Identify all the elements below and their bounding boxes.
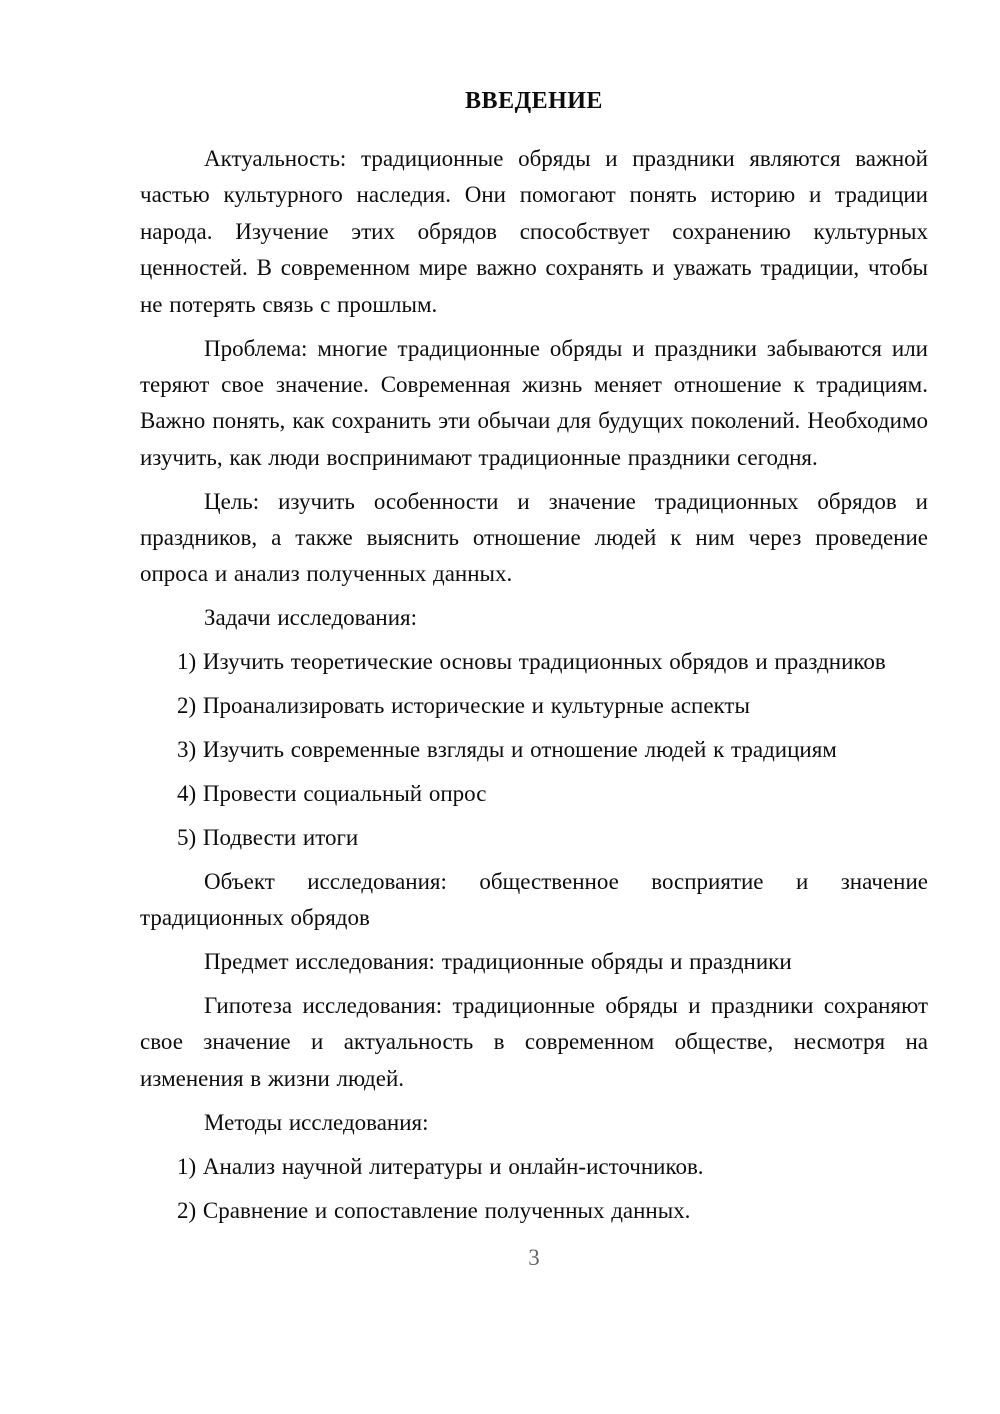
paragraph-problem: Проблема: многие традиционные обряды и праздники забываются или теряют свое значение. Современная жизнь меняет отношение к традициям. Важно понять, как сохранить эти обычаи для будущих поколений. Необходимо изучить, как люди воспринимают традиционные праздники сегодня. [140, 335, 928, 470]
task-item-4: 4) Провести социальный опрос [177, 781, 487, 806]
paragraph-object: Объект исследования: общественное восприятие и значение традиционных обрядов [140, 868, 928, 931]
methods-heading: Методы исследования: [204, 1109, 429, 1135]
method-item-2: 2) Сравнение и сопоставление полученных данных. [177, 1197, 691, 1223]
method-item-1: 1) Анализ научной литературы и онлайн-источников. [177, 1153, 704, 1179]
task-item-2: 2) Проанализировать исторические и культурные аспекты [177, 693, 750, 719]
task-item-3: 3) Изучить современные взгляды и отношение людей к традициям [177, 737, 837, 763]
page-number: 3 [528, 1244, 540, 1270]
paragraph-goal: Цель: изучить особенности и значение традиционных обрядов и праздников, а также выяснить отношение людей к ним через проведение опроса и анализ полученных данных. [140, 488, 928, 587]
page-title: ВВЕДЕНИЕ [465, 88, 603, 114]
paragraph-subject: Предмет исследования: традиционные обряды и праздники [204, 949, 792, 975]
paragraph-relevance: Актуальность: традиционные обряды и праздники являются важной частью культурного наследия. Они помогают понять историю и традиции народа. Изучение этих обрядов способствует сохранению культурных ценностей. В современном мире важно сохранять и уважать традиции, чтобы не потерять связь с прошлым. [140, 146, 928, 317]
task-item-1: 1) Изучить теоретические основы традиционных обрядов и праздников [177, 649, 886, 675]
task-item-5: 5) Подвести итоги [177, 824, 359, 850]
tasks-heading: Задачи исследования: [204, 605, 418, 631]
paragraph-hypothesis: Гипотеза исследования: традиционные обряды и праздники сохраняют свое значение и актуальность в современном обществе, несмотря на изменения в жизни людей. [140, 993, 928, 1091]
